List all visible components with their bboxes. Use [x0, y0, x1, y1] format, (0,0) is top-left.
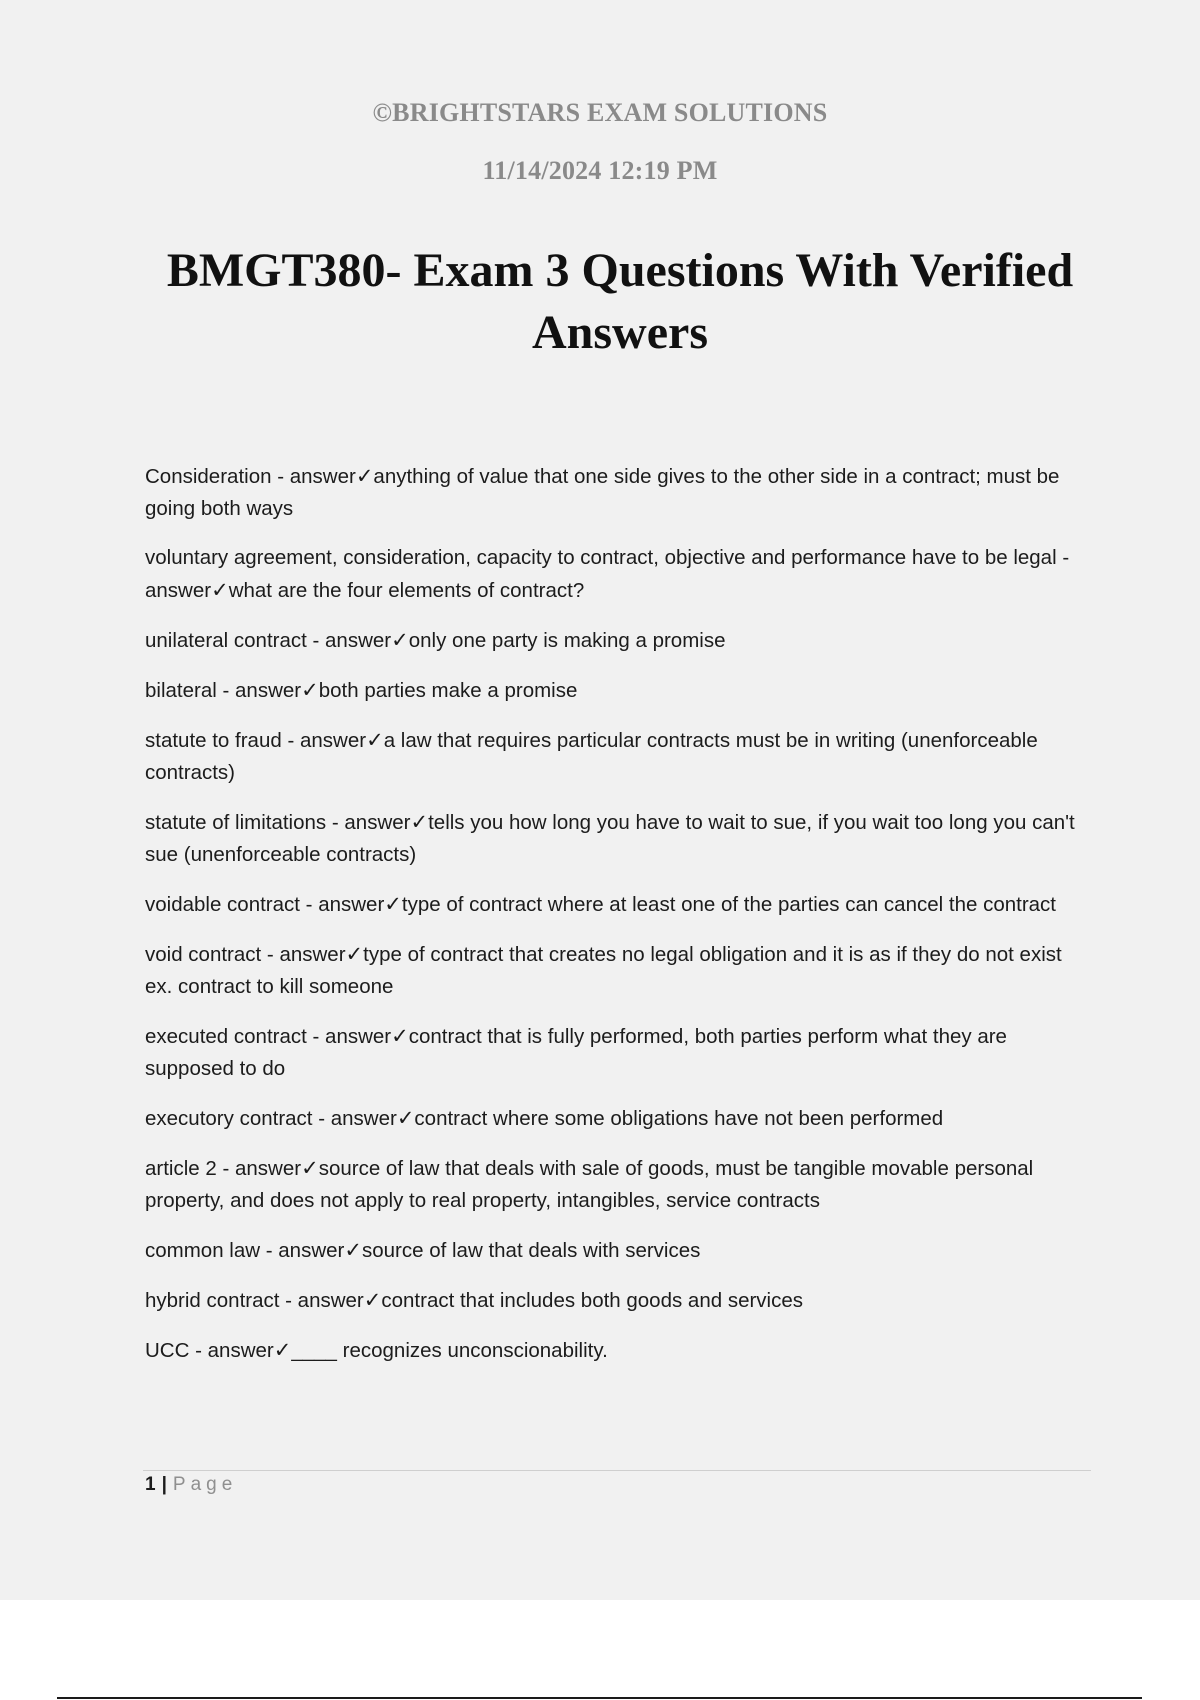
qa-answer: source of law that deals with services: [361, 1239, 701, 1262]
qa-term: statute to fraud: [145, 729, 282, 752]
qa-item: [145, 1152, 1085, 1217]
page-label: Page: [172, 1474, 238, 1495]
checkmark-icon: ✓: [410, 810, 429, 834]
qa-answer: contract that is fully performed, both parties perform what they are supposed to do: [145, 1025, 1007, 1080]
qa-answer: contract where some obligations have not been performed: [414, 1107, 944, 1130]
qa-term: article 2: [145, 1157, 217, 1180]
qa-item: [145, 460, 1085, 525]
qa-term: UCC: [145, 1339, 190, 1362]
qa-item: [145, 1334, 1085, 1367]
qa-item: [145, 1234, 1085, 1267]
qa-answer-label: - answer: [312, 1107, 397, 1130]
qa-item: [145, 624, 1085, 657]
checkmark-icon: ✓: [344, 1238, 362, 1262]
document-title: BMGT380- Exam 3 Questions With Verified Answers: [166, 244, 1074, 359]
qa-term: voidable contract: [145, 893, 300, 916]
checkmark-icon: ✓: [366, 728, 384, 752]
qa-term: void contract: [145, 943, 262, 966]
qa-term: hybrid contract: [145, 1289, 280, 1312]
checkmark-icon: ✓: [211, 578, 229, 602]
qa-item: [145, 1020, 1085, 1085]
checkmark-icon: ✓: [301, 1156, 319, 1180]
timestamp-header: 11/14/2024 12:19 PM: [482, 156, 718, 185]
qa-term: statute of limitations: [145, 811, 327, 834]
checkmark-icon: ✓: [345, 942, 364, 966]
checkmark-icon: ✓: [363, 1288, 382, 1312]
qa-item: [145, 938, 1085, 1003]
qa-answer: both parties make a promise: [318, 679, 578, 702]
checkmark-icon: ✓: [301, 678, 319, 702]
qa-answer: a law that requires particular contracts must be in writing (unenforceable contracts): [145, 729, 1038, 784]
qa-answer-label: - answer: [189, 1339, 274, 1362]
qa-answer-label: - answer: [216, 679, 302, 702]
qa-answer-label: - answer: [216, 1157, 302, 1180]
qa-answer-label: - answer: [326, 811, 411, 834]
qa-term: executed contract: [145, 1025, 307, 1048]
qa-term: bilateral: [145, 679, 217, 702]
checkmark-icon: ✓: [384, 892, 402, 916]
qa-answer: contract that includes both goods and services: [381, 1289, 804, 1312]
qa-term: unilateral contract: [145, 629, 307, 652]
qa-term: Consideration: [145, 465, 272, 488]
qa-term: executory contract: [145, 1107, 313, 1130]
page-separator: |: [161, 1474, 167, 1495]
qa-answer-label: - answer: [306, 1025, 392, 1048]
footer-divider: [143, 1470, 1091, 1471]
qa-term: voluntary agreement, consideration, capacity to contract, objective and performance have to be legal: [145, 546, 1057, 569]
checkmark-icon: ✓: [396, 1106, 415, 1130]
qa-item: [145, 542, 1085, 607]
checkmark-icon: ✓: [355, 464, 374, 488]
qa-item: [145, 888, 1085, 921]
qa-item: [145, 1284, 1085, 1317]
qa-answer-label: - answer: [261, 943, 346, 966]
qa-answer-label: - answer: [299, 893, 385, 916]
qa-answer: source of law that deals with sale of goods, must be tangible movable personal property, and does not apply to real property, intangibles, service contracts: [145, 1157, 1034, 1212]
bottom-divider: [57, 1697, 1142, 1699]
qa-item: [145, 724, 1085, 789]
qa-answer-label: - answer: [281, 729, 367, 752]
qa-answer-label: - answer: [260, 1239, 345, 1262]
qa-answer: what are the four elements of contract?: [228, 579, 585, 602]
qa-answer: ____ recognizes unconscionability.: [291, 1339, 608, 1362]
qa-answer-label: - answer: [279, 1289, 364, 1312]
checkmark-icon: ✓: [273, 1338, 292, 1362]
qa-answer-label: - answer: [271, 465, 356, 488]
qa-term: common law: [145, 1239, 261, 1262]
checkmark-icon: ✓: [391, 628, 409, 652]
watermark-header: ©BRIGHTSTARS EXAM SOLUTIONS: [372, 98, 828, 127]
qa-answer: type of contract where at least one of the parties can cancel the contract: [401, 893, 1057, 916]
qa-item: [145, 806, 1085, 871]
qa-item: [145, 1102, 1085, 1135]
qa-answer: only one party is making a promise: [408, 629, 726, 652]
qa-answer-label: - answer: [145, 546, 1070, 602]
qa-answer: type of contract that creates no legal obligation and it is as if they do not exist ex. contract to kill someone: [145, 943, 1062, 998]
qa-answer: anything of value that one side gives to the other side in a contract; must be going both ways: [145, 465, 1060, 520]
qa-answer: tells you how long you have to wait to sue, if you wait too long you can't sue (unenforceable contracts): [145, 811, 1075, 866]
page-number-footer: [145, 1474, 237, 1496]
qa-answer-label: - answer: [306, 629, 392, 652]
page-number: 1: [145, 1474, 156, 1495]
qa-list: [145, 460, 1085, 1384]
qa-item: [145, 674, 1085, 707]
checkmark-icon: ✓: [391, 1024, 409, 1048]
